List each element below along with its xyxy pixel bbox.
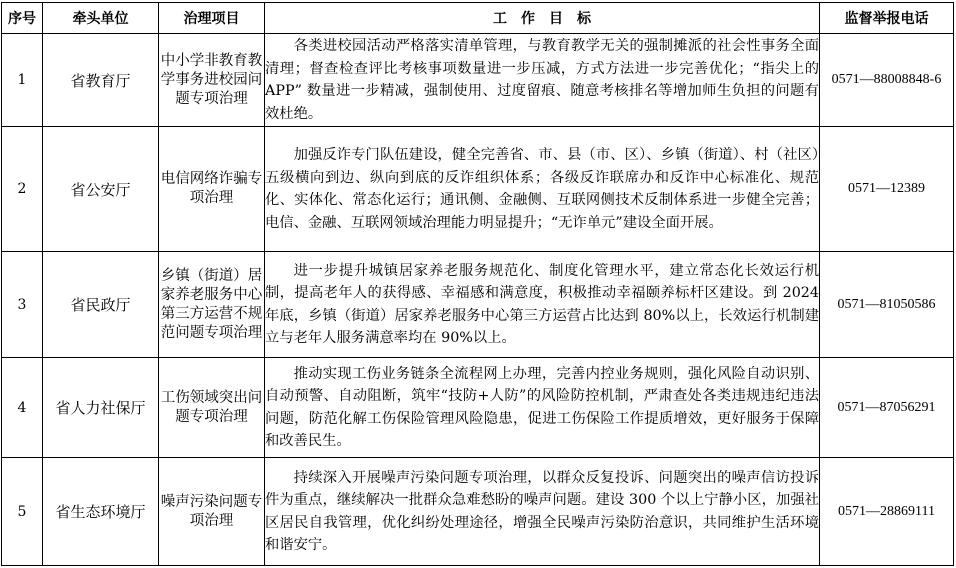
header-index: 序号 — [2, 3, 43, 34]
row-index: 4 — [2, 358, 43, 458]
row-goal: 加强反诈专门队伍建设，健全完善省、市、县（市、区）、乡镇（街道）、村（社区）五级横向到边、纵向到底的反诈组织体系；各级反诈联席办和反诈中心标准化、规范化、实体化、常态化运行；通讯侧、金融侧、互联网侧技术反制体系进一步健全完善；电信、金融、互联网领域治理能力明显提升；“无诈单元”建设全面开展。 — [265, 127, 820, 252]
row-index: 2 — [2, 127, 43, 252]
header-goal: 工作目标 — [265, 3, 820, 34]
row-phone: 0571—88008848-6 — [820, 34, 954, 127]
row-item: 乡镇（街道）居家养老服务中心第三方运营不规范问题专项治理 — [159, 252, 265, 358]
row-phone: 0571—28869111 — [820, 458, 954, 566]
table-row — [2, 458, 954, 566]
row-unit: 省生态环境厅 — [43, 458, 159, 566]
row-index: 1 — [2, 34, 43, 127]
row-unit: 省教育厅 — [43, 34, 159, 127]
row-goal: 进一步提升城镇居家养老服务规范化、制度化管理水平，建立常态化长效运行机制，提高老年人的获得感、幸福感和满意度，积极推动幸福颐养标杆区建设。到 2024 年底，乡镇（街道）居家养老服务中心第三方运营占比达到 80%以上，长效运行机制建立与老年人服务满意率均在 90%以上。 — [265, 252, 820, 358]
table-row — [2, 358, 954, 458]
row-goal: 持续深入开展噪声污染问题专项治理，以群众反复投诉、问题突出的噪声信访投诉件为重点，继续解决一批群众急难愁盼的噪声问题。建设 300 个以上宁静小区，加强社区居民自我管理，优化纠纷处理途径，增强全民噪声污染防治意识，共同维护生活环境和谐安宁。 — [265, 458, 820, 566]
row-unit: 省公安厅 — [43, 127, 159, 252]
table-row — [2, 34, 954, 127]
row-phone: 0571—12389 — [820, 127, 954, 252]
header-item: 治理项目 — [159, 3, 265, 34]
row-goal: 推动实现工伤业务链条全流程网上办理，完善内控业务规则，强化风险自动识别、自动预警、自动阻断，筑牢“技防+人防”的风险防控机制，严肃查处各类违规违纪违法问题，防范化解工伤保险管理风险隐患，促进工伤保险工作提质增效，更好服务于保障和改善民生。 — [265, 358, 820, 458]
header-phone: 监督举报电话 — [820, 3, 954, 34]
row-unit: 省人力社保厅 — [43, 358, 159, 458]
supervision-table — [1, 2, 954, 566]
header-row — [2, 3, 954, 34]
table-row — [2, 252, 954, 358]
row-item: 噪声污染问题专项治理 — [159, 458, 265, 566]
row-index: 5 — [2, 458, 43, 566]
row-index: 3 — [2, 252, 43, 358]
row-unit: 省民政厅 — [43, 252, 159, 358]
row-goal: 各类进校园活动严格落实清单管理，与教育教学无关的强制摊派的社会性事务全面清理；督查检查评比考核事项数量进一步压减，方式方法进一步完善优化；“指尖上的 APP” 数量进一步精减，强制使用、过度留痕、随意考核排名等增加师生负担的问题有效杜绝。 — [265, 34, 820, 127]
header-unit: 牵头单位 — [43, 3, 159, 34]
row-item: 工伤领域突出问题专项治理 — [159, 358, 265, 458]
row-item: 电信网络诈骗专项治理 — [159, 127, 265, 252]
row-phone: 0571—87056291 — [820, 358, 954, 458]
row-item: 中小学非教育教学事务进校园问题专项治理 — [159, 34, 265, 127]
row-phone: 0571—81050586 — [820, 252, 954, 358]
table-row — [2, 127, 954, 252]
